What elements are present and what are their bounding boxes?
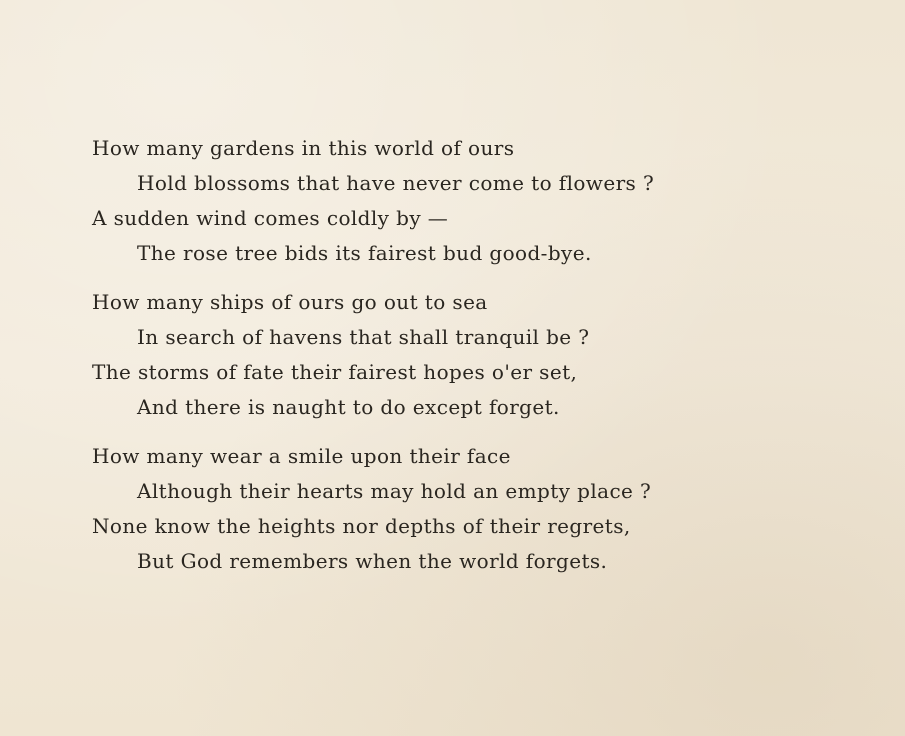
poem-line-indented: The rose tree bids its fairest bud good-bye. [137, 241, 592, 265]
poem-line: A sudden wind comes coldly by — [92, 206, 449, 230]
poem-line-indented: Hold blossoms that have never come to flowers ? [137, 171, 655, 195]
poem-line: How many wear a smile upon their face [92, 444, 511, 468]
stanza-3 [92, 439, 852, 579]
poem-line: The storms of fate their fairest hopes o'er set, [92, 360, 578, 384]
poem-line: None know the heights nor depths of their regrets, [92, 514, 631, 538]
poem-line-indented: And there is naught to do except forget. [137, 395, 560, 419]
poem-line: How many ships of ours go out to sea [92, 290, 488, 314]
stanza-2 [92, 285, 852, 425]
poem [92, 131, 852, 593]
stanza-1 [92, 131, 852, 271]
poem-line-indented: But God remembers when the world forgets. [137, 549, 608, 573]
poem-line: How many gardens in this world of ours [92, 136, 515, 160]
poem-line-indented: Although their hearts may hold an empty place ? [137, 479, 652, 503]
poem-line-indented: In search of havens that shall tranquil be ? [137, 325, 590, 349]
